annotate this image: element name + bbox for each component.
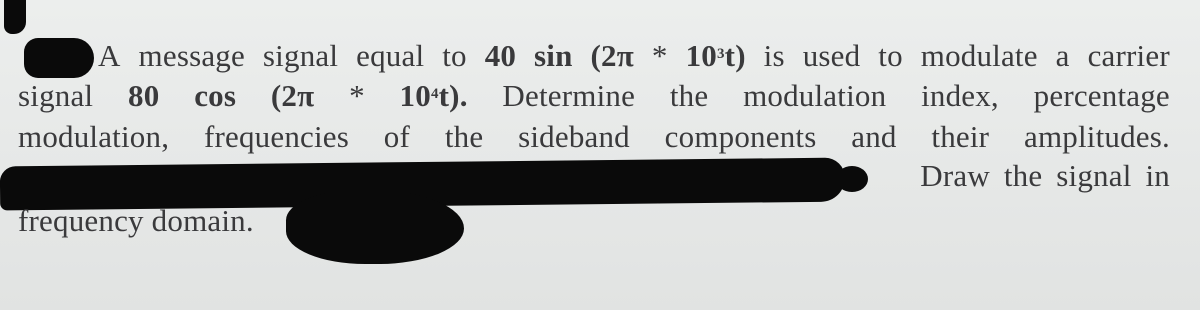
redaction-blot-top-left (4, 0, 26, 34)
word: signal (18, 78, 94, 113)
word: modulate (920, 38, 1038, 73)
text-line-5: frequency domain. (18, 203, 254, 238)
word: of (383, 119, 411, 154)
word: the (444, 119, 484, 154)
word: used (802, 38, 861, 73)
text-line-2 (18, 76, 1170, 116)
word: index, (921, 78, 999, 113)
carrier-amplitude: 80 (128, 78, 160, 113)
word: to (442, 38, 467, 73)
word: and (851, 119, 897, 154)
word: message (138, 38, 245, 73)
word: frequencies (203, 119, 350, 154)
carrier-frequency: $10^4t$). (399, 78, 468, 113)
redaction-tip (836, 166, 868, 192)
message-argument: (2π (590, 38, 634, 73)
word: is (763, 38, 785, 73)
word: amplitudes. (1023, 119, 1170, 154)
word: signal (262, 38, 339, 73)
word: modulation, (18, 119, 170, 154)
message-function: sin (534, 38, 573, 73)
word: their (931, 119, 990, 154)
word: sideband (518, 119, 630, 154)
redaction-blot-left (24, 38, 94, 78)
word: a (1055, 38, 1070, 73)
multiply-star: * (651, 38, 668, 73)
text-line-4: Draw the signal in (920, 158, 1170, 193)
carrier-function: cos (194, 78, 237, 113)
text-line-3 (18, 117, 1170, 157)
carrier-argument: (2π (270, 78, 315, 113)
message-amplitude: 40 (484, 38, 517, 73)
word: modulation (743, 78, 887, 113)
message-frequency: $10^3t$) (685, 38, 746, 73)
text-line-1 (98, 36, 1170, 76)
word: carrier (1087, 38, 1170, 73)
multiply-star: * (349, 78, 365, 113)
word: the (669, 78, 709, 113)
word: percentage (1033, 78, 1170, 113)
word: Determine (502, 78, 636, 113)
word: A (98, 38, 121, 73)
word: to (878, 38, 903, 73)
word: components (664, 119, 817, 154)
word: equal (356, 38, 425, 73)
